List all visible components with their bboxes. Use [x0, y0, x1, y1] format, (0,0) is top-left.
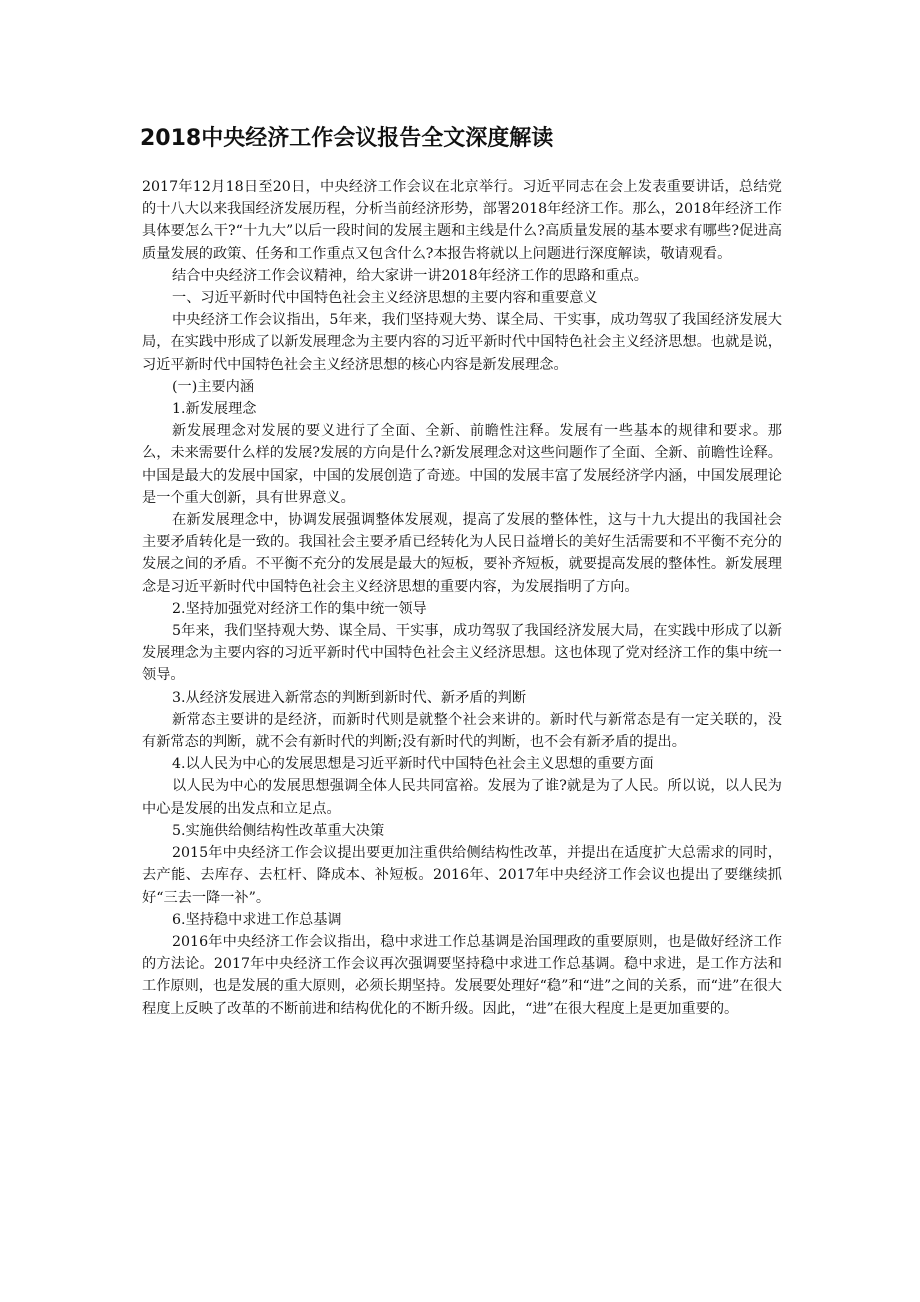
paragraph: 一、习近平新时代中国特色社会主义经济思想的主要内容和重要意义	[172, 290, 598, 307]
paragraph: (一)主要内涵	[172, 378, 255, 395]
paragraph: 2017年12月18日至20日，中央经济工作会议在北京举行。习近平同志在会上发表重要讲话，总结党的十八大以来我国经济发展历程，分析当前经济形势，部署2018年经济工作。那么，2018年经济工作具体要怎么干?“十九大”以后一段时间的发展主题和主线是什么?高质量发展的基本要求有哪些?促进高质量发展的政策、任务和工作重点又包含什么?本报告将就以上问题进行深度解读，敬请观看。	[142, 179, 782, 262]
paragraph: 结合中央经济工作会议精神，给大家讲一讲2018年经济工作的思路和重点。	[172, 267, 648, 284]
paragraph: 5.实施供给侧结构性改革重大决策	[172, 822, 385, 839]
paragraph: 新常态主要讲的是经济，而新时代则是就整个社会来讲的。新时代与新常态是有一定关联的，没有新常态的判断，就不会有新时代的判断;没有新时代的判断，也不会有新矛盾的提出。	[142, 711, 782, 751]
paragraph: 2016年中央经济工作会议指出，稳中求进工作总基调是治国理政的重要原则，也是做好经济工作的方法论。2017年中央经济工作会议再次强调要坚持稳中求进工作总基调。稳中求进，是工作方法和工作原则，也是发展的重大原则，必须长期坚持。发展要处理好“稳”和“进”之间的关系，而“进”在很大程度上反映了改革的不断前进和结构优化的不断升级。因此，“进”在很大程度上是更加重要的。	[142, 933, 782, 1017]
paragraph: 2.坚持加强党对经济工作的集中统一领导	[172, 600, 427, 617]
paragraph: 在新发展理念中，协调发展强调整体发展观，提高了发展的整体性，这与十九大提出的我国社会主要矛盾转化是一致的。我国社会主要矛盾已经转化为人民日益增长的美好生活需要和不平衡不充分的发展之间的矛盾。不平衡不充分的发展是最大的短板，要补齐短板，就要提高发展的整体性。新发展理念是习近平新时代中国特色社会主义经济思想的重要内容，为发展指明了方向。	[142, 512, 782, 595]
document-body	[142, 176, 782, 1020]
paragraph: 4.以人民为中心的发展思想是习近平新时代中国特色社会主义思想的重要方面	[172, 756, 654, 773]
paragraph: 3.从经济发展进入新常态的判断到新时代、新矛盾的判断	[172, 689, 527, 706]
paragraph: 5年来，我们坚持观大势、谋全局、干实事，成功驾驭了我国经济发展大局，在实践中形成了以新发展理念为主要内容的习近平新时代中国特色社会主义经济思想。这也体现了党对经济工作的集中统一领导。	[142, 623, 782, 684]
paragraph: 以人民为中心的发展思想强调全体人民共同富裕。发展为了谁?就是为了人民。所以说，以人民为中心是发展的出发点和立足点。	[142, 778, 782, 817]
document-title: 2018中央经济工作会议报告全文深度解读	[140, 126, 554, 151]
paragraph: 1.新发展理念	[172, 401, 257, 418]
paragraph: 6.坚持稳中求进工作总基调	[172, 911, 342, 928]
paragraph: 2015年中央经济工作会议提出要更加注重供给侧结构性改革，并提出在适度扩大总需求的同时，去产能、去库存、去杠杆、降成本、补短板。2016年、2017年中央经济工作会议也提出了要继续抓好“三去一降一补”。	[142, 845, 782, 906]
paragraph: 新发展理念对发展的要义进行了全面、全新、前瞻性注释。发展有一些基本的规律和要求。那么，未来需要什么样的发展?发展的方向是什么?新发展理念对这些问题作了全面、全新、前瞻性诠释。中国是最大的发展中国家，中国的发展创造了奇迹。中国的发展丰富了发展经济学内涵，中国发展理论是一个重大创新，具有世界意义。	[142, 423, 782, 506]
paragraph: 中央经济工作会议指出，5年来，我们坚持观大势、谋全局、干实事，成功驾驭了我国经济发展大局，在实践中形成了以新发展理念为主要内容的习近平新时代中国特色社会主义经济思想。也就是说，习近平新时代中国特色社会主义经济思想的核心内容是新发展理念。	[142, 312, 782, 373]
